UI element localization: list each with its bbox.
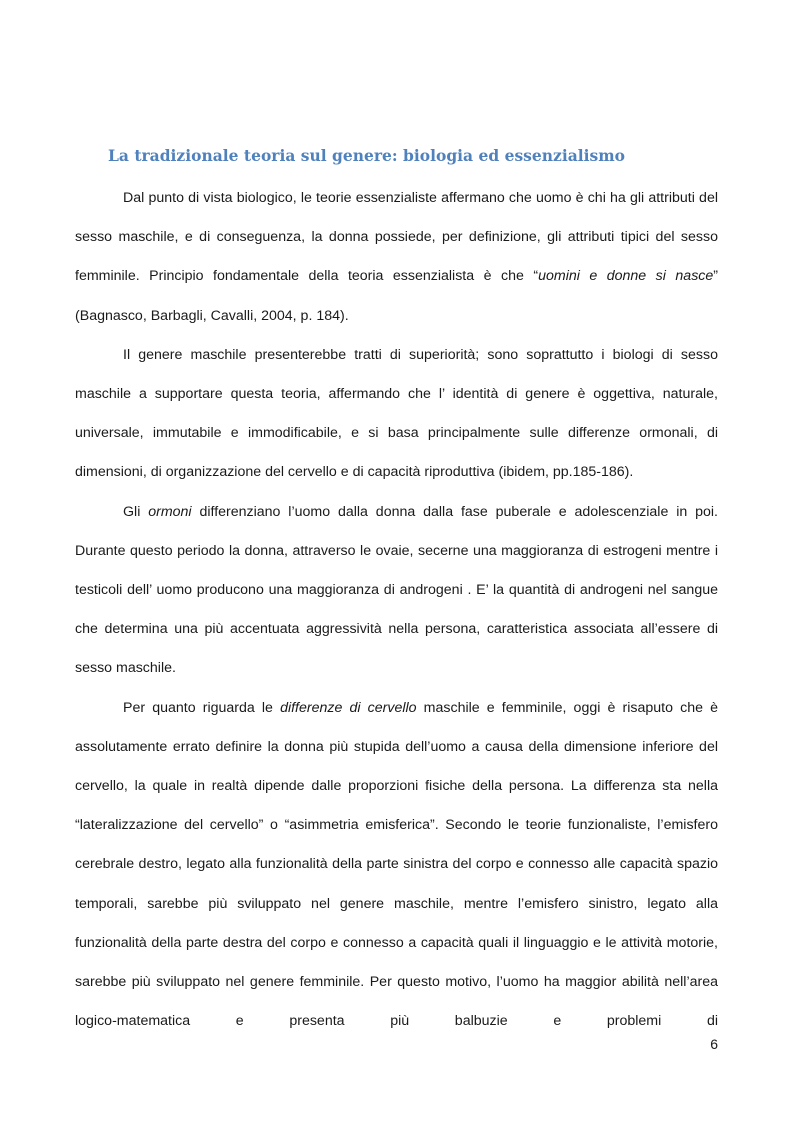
paragraph-1-quote: uomini e donne si nasce	[538, 268, 714, 285]
paragraph-1-text-b: ” (Bagnasco, Barbagli, Cavalli, 2004, p. 184).	[75, 268, 719, 324]
paragraph-4-text-b: maschile e femminile, oggi è risaputo che è assolutamente errato definire la donna più stupida dell’uomo a causa della dimensione inferiore del cervello, la quale in realtà dipende dalle proporzioni fisiche della persona. La differenza sta nella “lateralizzazione del cervello” o “asimmetria emisferica”. Secondo le teorie funzionaliste, l’emisfero cerebrale destro, legato alla funzionalità della parte sinistra del corpo e connesso alle capacità spazio temporali, sarebbe più sviluppato nel genere maschile, mentre l’emisfero sinistro, legato alla funzionalità della parte destra del corpo e connesso a capacità quali il linguaggio e le attività motorie, sarebbe più sviluppato nel genere femminile. Per questo motivo, l’uomo ha maggior abilità nell’area logico-matematica e presenta più balbuzie e problemi di	[75, 699, 718, 1030]
paragraph-3-text-a: Gli	[123, 503, 149, 520]
page-number: 6	[710, 1036, 718, 1052]
paragraph-1-text-a: Dal punto di vista biologico, le teorie essenzialiste affermano che uomo è chi ha gli attributi del sesso maschile, e di conseguenza, la donna possiede, per definizione, gli attributi tipici del sesso femminile. Principio fondamentale della teoria essenzialista è che “	[75, 190, 718, 285]
paragraph-3	[75, 493, 718, 689]
body-text	[75, 179, 718, 1041]
section-heading: La tradizionale teoria sul genere: biologia ed essenzialismo	[108, 146, 626, 165]
paragraph-4-text-a: Per quanto riguarda le	[123, 699, 281, 716]
paragraph-2: Il genere maschile presenterebbe tratti di superiorità; sono soprattutto i biologi di sesso maschile a supportare questa teoria, affermando che l’ identità di genere è oggettiva, naturale, universale, immutabile e immodificabile, e si basa principalmente sulle differenze ormonali, di dimensioni, di organizzazione del cervello e di capacità riproduttiva (ibidem, pp.185-186).	[75, 346, 718, 481]
paragraph-4	[75, 689, 718, 1042]
paragraph-4-emphasis: differenze di cervello	[280, 699, 417, 716]
paragraph-1	[75, 179, 718, 336]
paragraph-3-text-b: differenziano l’uomo dalla donna dalla fase puberale e adolescenziale in poi. Durante questo periodo la donna, attraverso le ovaie, secerne una maggioranza di estrogeni mentre i testicoli dell’ uomo producono una maggioranza di androgeni . E’ la quantità di androgeni nel sangue che determina una più accentuata aggressività nella persona, caratteristica associata all’essere di sesso maschile.	[75, 503, 719, 677]
paragraph-3-emphasis: ormoni	[148, 503, 192, 520]
